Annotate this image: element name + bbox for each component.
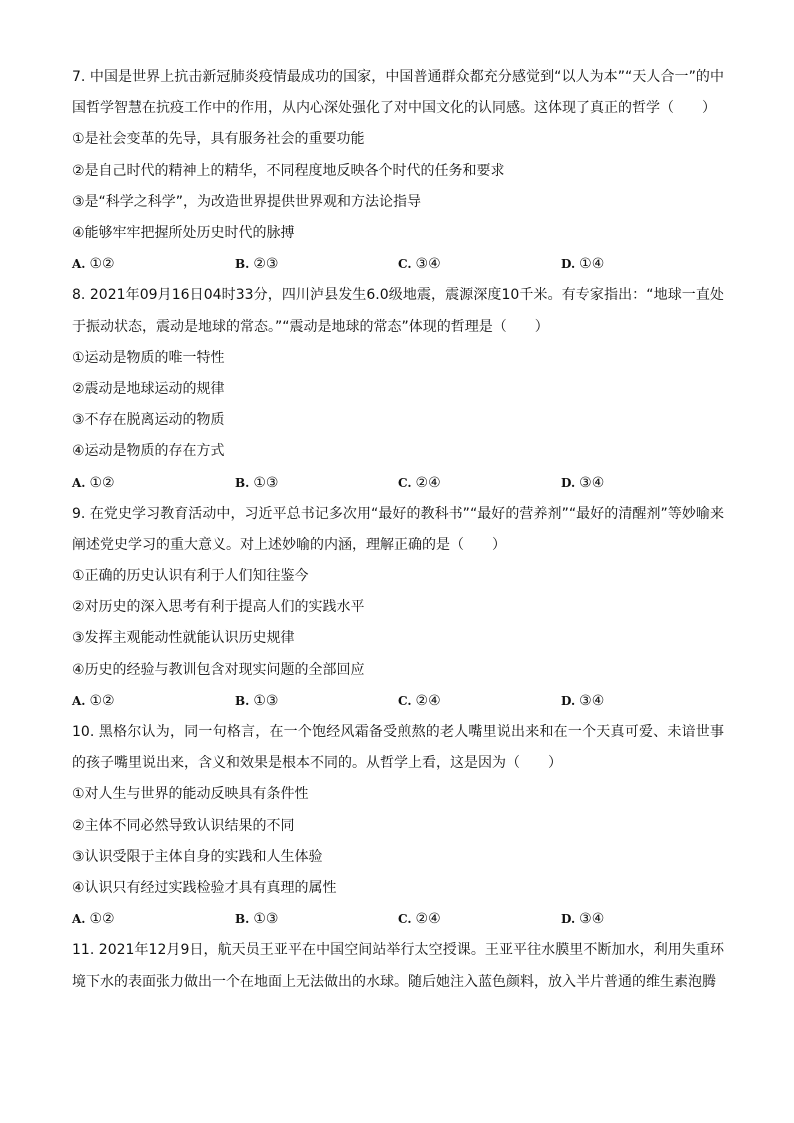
answer-choices — [72, 249, 724, 280]
choice-text: ②③ — [253, 256, 279, 273]
question-stem: 11. 2021年12月9日，航天员王亚平在中国空间站举行太空授课。王亚平往水膜里不断加水，利用失重环境下水的表面张力做出一个在地面上无法做出的水球。随后她注入蓝色颜料，放入半片普通的维生素泡腾 — [72, 942, 724, 990]
answer-choices — [72, 468, 724, 499]
choice-letter: A. — [72, 257, 86, 272]
question-list — [72, 62, 724, 998]
option-2: ②震动是地球运动的规律 — [72, 380, 225, 397]
choice-letter: D. — [561, 912, 576, 927]
question-10 — [72, 717, 724, 935]
choice-d[interactable] — [561, 249, 724, 280]
choice-b[interactable] — [235, 249, 398, 280]
choice-letter: C. — [398, 257, 412, 272]
choice-letter: C. — [398, 912, 412, 927]
option-2: ②主体不同必然导致认识结果的不同 — [72, 817, 295, 834]
option-4: ④认识只有经过实践检验才具有真理的属性 — [72, 880, 337, 896]
choice-letter: A. — [72, 693, 86, 708]
choice-c[interactable] — [398, 686, 561, 717]
choice-text: ③④ — [415, 256, 441, 273]
choice-letter: B. — [235, 912, 250, 927]
option-3: ③是“科学之科学”，为改造世界提供世界观和方法论指导 — [72, 193, 422, 210]
choice-letter: A. — [72, 912, 86, 927]
choice-b[interactable] — [235, 468, 398, 499]
choice-b[interactable] — [235, 904, 398, 935]
option-3: ③发挥主观能动性就能认识历史规律 — [72, 630, 295, 647]
option-1: ①正确的历史认识有利于人们知往鉴今 — [72, 568, 309, 585]
choice-text: ②④ — [415, 911, 441, 928]
option-4: ④运动是物质的存在方式 — [72, 443, 225, 460]
choice-text: ①④ — [579, 256, 605, 273]
choice-letter: A. — [72, 475, 86, 490]
option-2: ②对历史的深入思考有利于提高人们的实践水平 — [72, 599, 365, 616]
choice-letter: B. — [235, 257, 250, 272]
choice-letter: D. — [561, 693, 576, 708]
choice-text: ③④ — [579, 911, 605, 928]
option-4: ④能够牢牢把握所处历史时代的脉搏 — [72, 224, 295, 241]
question-stem: 9. 在党史学习教育活动中，习近平总书记多次用“最好的教科书”“最好的营养剂”“最好的清醒剂”等妙喻来阐述党史学习的重大意义。对上述妙喻的内涵，理解正确的是（ ） — [72, 505, 724, 553]
option-1: ①是社会变革的先导，具有服务社会的重要功能 — [72, 131, 365, 148]
choice-text: ①③ — [253, 692, 279, 709]
question-stem: 8. 2021年09月16日04时33分，四川泸县发生6.0级地震，震源深度10千米。有专家指出：“地球一直处于振动状态，震动是地球的常态。”“震动是地球的常态”体现的哲理是（ ） — [72, 287, 724, 335]
choice-text: ③④ — [579, 474, 605, 491]
choice-a[interactable] — [72, 904, 235, 935]
question-9 — [72, 499, 724, 717]
choice-text: ①② — [89, 474, 115, 491]
choice-letter: B. — [235, 693, 250, 708]
choice-letter: B. — [235, 475, 250, 490]
choice-text: ③④ — [579, 692, 605, 709]
choice-text: ②④ — [415, 692, 441, 709]
choice-text: ①② — [89, 692, 115, 709]
choice-text: ①③ — [253, 911, 279, 928]
choice-text: ①③ — [253, 474, 279, 491]
question-7 — [72, 62, 724, 280]
choice-d[interactable] — [561, 468, 724, 499]
choice-c[interactable] — [398, 468, 561, 499]
choice-a[interactable] — [72, 468, 235, 499]
choice-letter: C. — [398, 693, 412, 708]
choice-text: ②④ — [415, 474, 441, 491]
choice-c[interactable] — [398, 249, 561, 280]
option-4: ④历史的经验与教训包含对现实问题的全部回应 — [72, 661, 365, 678]
option-2: ②是自己时代的精神上的精华，不同程度地反映各个时代的任务和要求 — [72, 162, 505, 179]
answer-choices — [72, 904, 724, 935]
answer-choices — [72, 686, 724, 717]
choice-d[interactable] — [561, 904, 724, 935]
question-stem: 7. 中国是世界上抗击新冠肺炎疫情最成功的国家，中国普通群众都充分感觉到“以人为本”“天人合一”的中国哲学智慧在抗疫工作中的作用，从内心深处强化了对中国文化的认同感。这体现了真正的哲学（ ） — [72, 69, 724, 117]
option-1: ①运动是物质的唯一特性 — [72, 349, 225, 366]
choice-text: ①② — [89, 911, 115, 928]
choice-text: ①② — [89, 256, 115, 273]
choice-letter: D. — [561, 257, 576, 272]
option-3: ③认识受限于主体自身的实践和人生体验 — [72, 848, 323, 865]
choice-a[interactable] — [72, 686, 235, 717]
choice-d[interactable] — [561, 686, 724, 717]
choice-b[interactable] — [235, 686, 398, 717]
choice-letter: D. — [561, 475, 576, 490]
question-8 — [72, 280, 724, 498]
question-11 — [72, 935, 724, 997]
option-1: ①对人生与世界的能动反映具有条件性 — [72, 786, 309, 803]
choice-c[interactable] — [398, 904, 561, 935]
option-3: ③不存在脱离运动的物质 — [72, 412, 225, 429]
question-stem: 10. 黑格尔认为，同一句格言，在一个饱经风霜备受煎熬的老人嘴里说出来和在一个天真可爱、未谙世事的孩子嘴里说出来，含义和效果是根本不同的。从哲学上看，这是因为（ ） — [72, 724, 724, 772]
choice-a[interactable] — [72, 249, 235, 280]
choice-letter: C. — [398, 475, 412, 490]
